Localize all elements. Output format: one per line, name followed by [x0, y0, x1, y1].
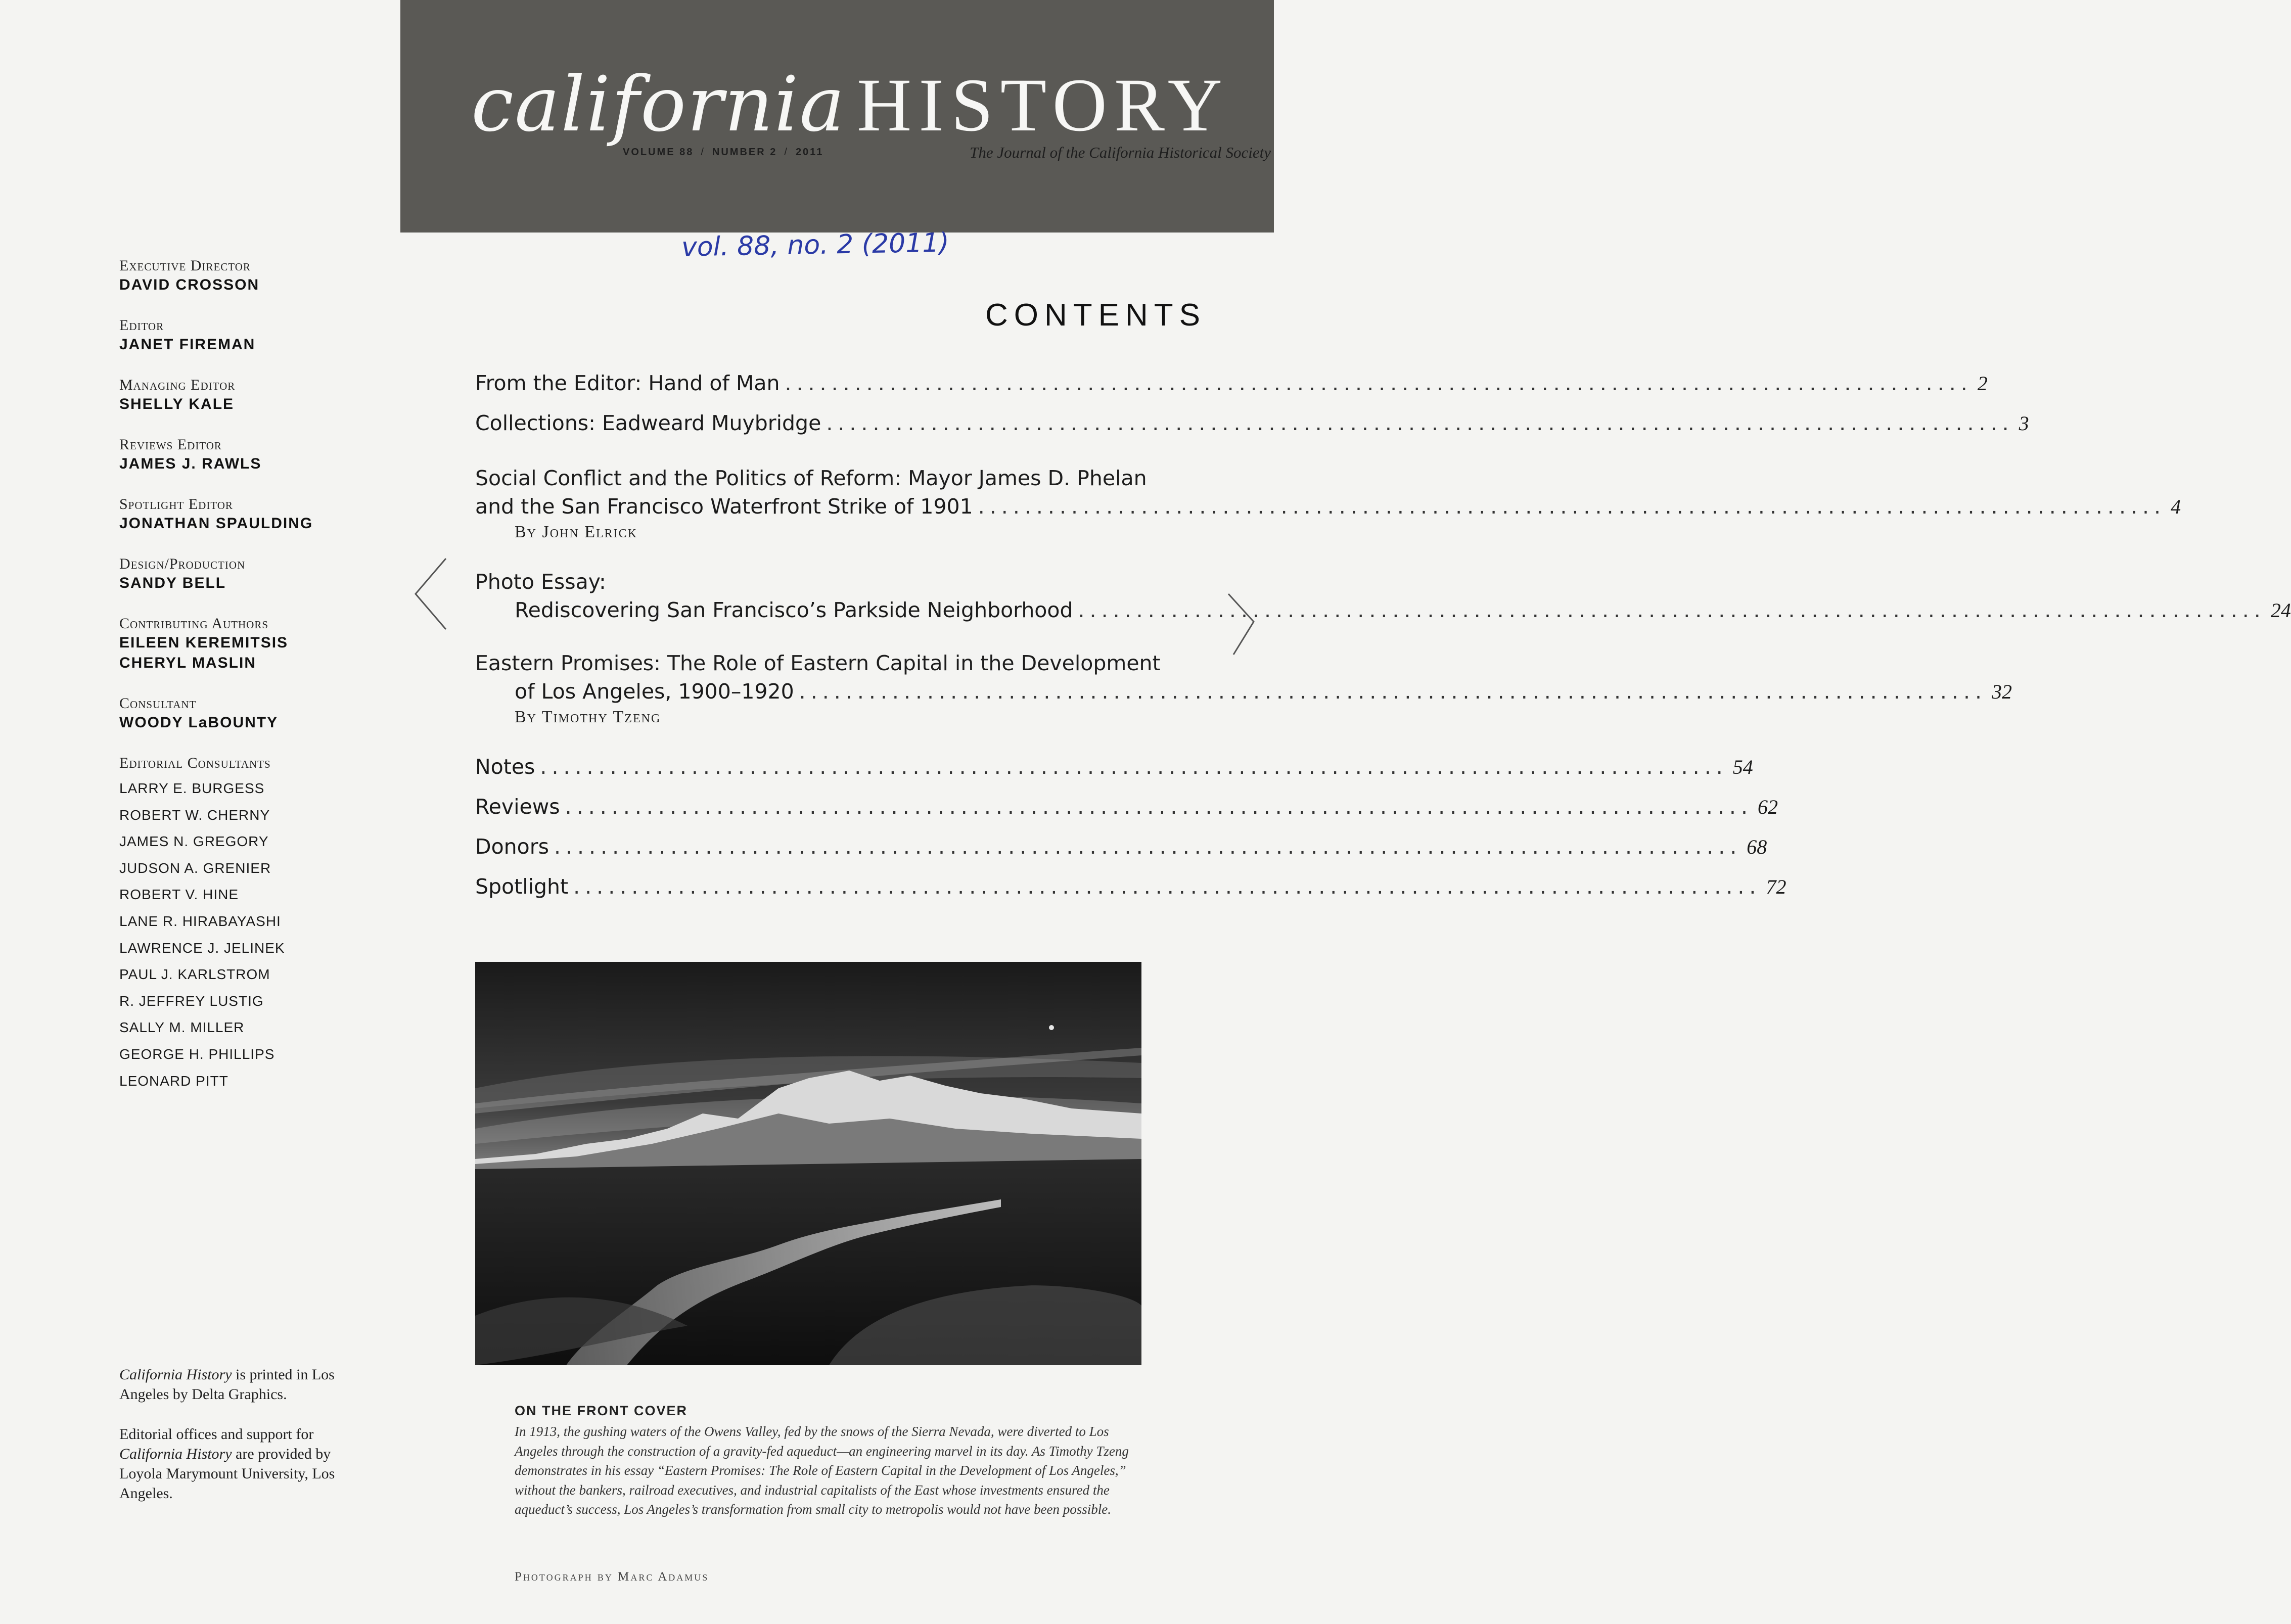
dot-leader: ......................................................................................................	[785, 371, 1973, 395]
staff-role: Contributing Authors	[119, 615, 269, 632]
staff-consultant	[119, 694, 382, 733]
offices-note-text: Editorial offices and support for	[119, 1426, 314, 1443]
staff-editor	[119, 316, 382, 355]
table-of-contents	[475, 369, 2291, 901]
staff-name: CHERYL MASLIN	[119, 655, 257, 671]
toc-entry-title: Social Conflict and the Politics of Reform: Mayor James D. Phelan	[475, 466, 1147, 490]
toc-page-number: 32	[1992, 680, 2012, 703]
chevron-left-icon	[410, 556, 451, 632]
staff-name: JANET FIREMAN	[119, 336, 256, 353]
toc-entry[interactable]	[475, 568, 2291, 625]
staff-role: Managing Editor	[119, 377, 236, 393]
landscape-image	[475, 962, 1141, 1365]
staff-role: Design/Production	[119, 555, 246, 572]
staff-name: DAVID CROSSON	[119, 276, 260, 293]
dot-leader: ......................................................................................................	[540, 755, 1728, 779]
consultant-name: JAMES N. GREGORY	[119, 833, 269, 850]
consultant-list	[119, 775, 382, 1094]
staff-role: Editorial Consultants	[119, 755, 271, 771]
staff-reviews-editor	[119, 436, 382, 474]
toc-entry-title: Collections: Eadweard Muybridge	[475, 411, 821, 435]
toc-entry[interactable]	[475, 793, 1778, 821]
staff-name: SANDY BELL	[119, 575, 226, 591]
toc-entry[interactable]	[475, 649, 2012, 728]
cover-photograph	[475, 962, 1141, 1365]
offices-note-text-2: are provided by Loyola Marymount University, Los Angeles.	[119, 1446, 335, 1502]
number-label: NUMBER 2	[712, 147, 777, 158]
staff-spotlight-editor	[119, 495, 382, 534]
toc-entry-title: Notes	[475, 755, 535, 779]
toc-entry-title-continued: and the San Francisco Waterfront Strike of 1901	[475, 494, 973, 519]
cover-caption	[515, 1403, 1141, 1519]
toc-entry[interactable]	[475, 832, 1767, 861]
consultant-name: SALLY M. MILLER	[119, 1019, 245, 1036]
photo-credit: Photograph by Marc Adamus	[515, 1570, 709, 1584]
staff-name: WOODY LaBOUNTY	[119, 714, 279, 731]
toc-entry[interactable]	[475, 369, 1988, 398]
toc-page-number: 68	[1747, 836, 1767, 858]
offices-note	[119, 1424, 362, 1503]
toc-byline: By Timothy Tzeng	[515, 708, 661, 726]
staff-name: JONATHAN SPAULDING	[119, 515, 313, 532]
contents-heading: CONTENTS	[985, 298, 1206, 333]
editorial-consultants	[119, 754, 382, 1094]
staff-design-production	[119, 555, 382, 593]
consultant-name: GEORGE H. PHILLIPS	[119, 1046, 275, 1062]
masthead	[400, 0, 1274, 233]
toc-byline: By John Elrick	[515, 523, 638, 541]
dot-leader: ......................................................................................................	[799, 679, 1987, 704]
staff-contributing-authors	[119, 615, 382, 673]
staff-managing-editor	[119, 376, 382, 414]
toc-entry-title-continued: Rediscovering San Francisco’s Parkside Neighborhood	[515, 598, 1073, 622]
journal-title-script: california	[471, 61, 846, 149]
toc-page-number: 4	[2171, 495, 2181, 518]
consultant-name: LAWRENCE J. JELINEK	[119, 940, 285, 956]
toc-page-number: 72	[1766, 875, 1786, 898]
chevron-right-icon	[1223, 591, 1259, 657]
printing-note	[119, 1365, 362, 1404]
toc-entry[interactable]	[475, 872, 1786, 901]
toc-entry-title: From the Editor: Hand of Man	[475, 371, 780, 395]
handwritten-note: vol. 88, no. 2 (2011)	[681, 227, 950, 263]
toc-page-number: 24	[2270, 599, 2291, 622]
volume-label: VOLUME 88	[623, 147, 694, 158]
toc-page-number: 62	[1758, 796, 1778, 818]
dot-leader: ......................................................................................................	[565, 795, 1753, 819]
staff-name: EILEEN KEREMITSIS	[119, 634, 289, 651]
offices-note-title: California History	[119, 1446, 232, 1462]
caption-heading: ON THE FRONT COVER	[515, 1403, 688, 1418]
printing-note-text: is printed in Los Angeles by Delta Graphics.	[119, 1366, 335, 1403]
staff-role: Editor	[119, 317, 164, 334]
staff-sidebar	[119, 257, 382, 1116]
journal-tagline: The Journal of the California Historical Society	[970, 144, 1271, 161]
consultant-name: ROBERT W. CHERNY	[119, 807, 270, 823]
toc-entry-title: Photo Essay:	[475, 570, 606, 594]
toc-page-number: 54	[1732, 756, 1753, 778]
staff-name: JAMES J. RAWLS	[119, 455, 262, 472]
dot-leader: ......................................................................................................	[978, 494, 2166, 519]
toc-entry[interactable]	[475, 753, 1753, 781]
toc-entry[interactable]	[475, 409, 2029, 438]
dot-leader: ......................................................................................................	[1078, 598, 2266, 622]
consultant-name: JUDSON A. GRENIER	[119, 860, 271, 876]
consultant-name: R. JEFFREY LUSTIG	[119, 993, 264, 1009]
issue-info: VOLUME 88 / NUMBER 2 / 2011	[623, 147, 824, 158]
staff-role: Executive Director	[119, 257, 251, 274]
consultant-name: LARRY E. BURGESS	[119, 780, 265, 796]
journal-title-caps: HISTORY	[856, 63, 1229, 147]
dot-leader: ......................................................................................................	[826, 411, 2014, 435]
printing-note-title: California History	[119, 1366, 232, 1383]
toc-page-number: 2	[1977, 372, 1988, 395]
consultant-name: PAUL J. KARLSTROM	[119, 966, 270, 983]
toc-entry-title: Eastern Promises: The Role of Eastern Capital in the Development	[475, 651, 1161, 675]
consultant-name: LANE R. HIRABAYASHI	[119, 913, 281, 929]
staff-name: SHELLY KALE	[119, 396, 235, 412]
consultant-name: ROBERT V. HINE	[119, 887, 239, 903]
toc-entry-title: Spotlight	[475, 874, 569, 899]
toc-entry[interactable]	[475, 464, 2181, 543]
toc-entry-title: Reviews	[475, 795, 560, 819]
year-label: 2011	[795, 147, 824, 158]
dot-leader: ......................................................................................................	[554, 834, 1742, 859]
staff-role: Reviews Editor	[119, 436, 222, 453]
staff-role: Consultant	[119, 695, 197, 712]
toc-entry-title-continued: of Los Angeles, 1900–1920	[515, 679, 794, 704]
toc-page-number: 3	[2019, 412, 2029, 435]
staff-executive-director	[119, 257, 382, 295]
caption-text: In 1913, the gushing waters of the Owens Valley, fed by the snows of the Sierra Nevada, were diverted to Los Angeles through the construction of a gravity-fed aqueduct—an engineering marvel in its day. As Timothy Tzeng demonstrates in his essay “Eastern Promises: The Role of Eastern Capital in the Development of Los Angeles,” without the bankers, railroad executives, and industrial capitalists of the East whose investments ensured the aqueduct’s success, Los Angeles’s transformation from small city to metropolis would not have been possible.	[515, 1424, 1129, 1517]
journal-title	[471, 61, 1229, 149]
dot-leader: ......................................................................................................	[573, 874, 1761, 899]
staff-role: Spotlight Editor	[119, 496, 233, 513]
toc-entry-title: Donors	[475, 834, 549, 859]
consultant-name: LEONARD PITT	[119, 1073, 228, 1089]
